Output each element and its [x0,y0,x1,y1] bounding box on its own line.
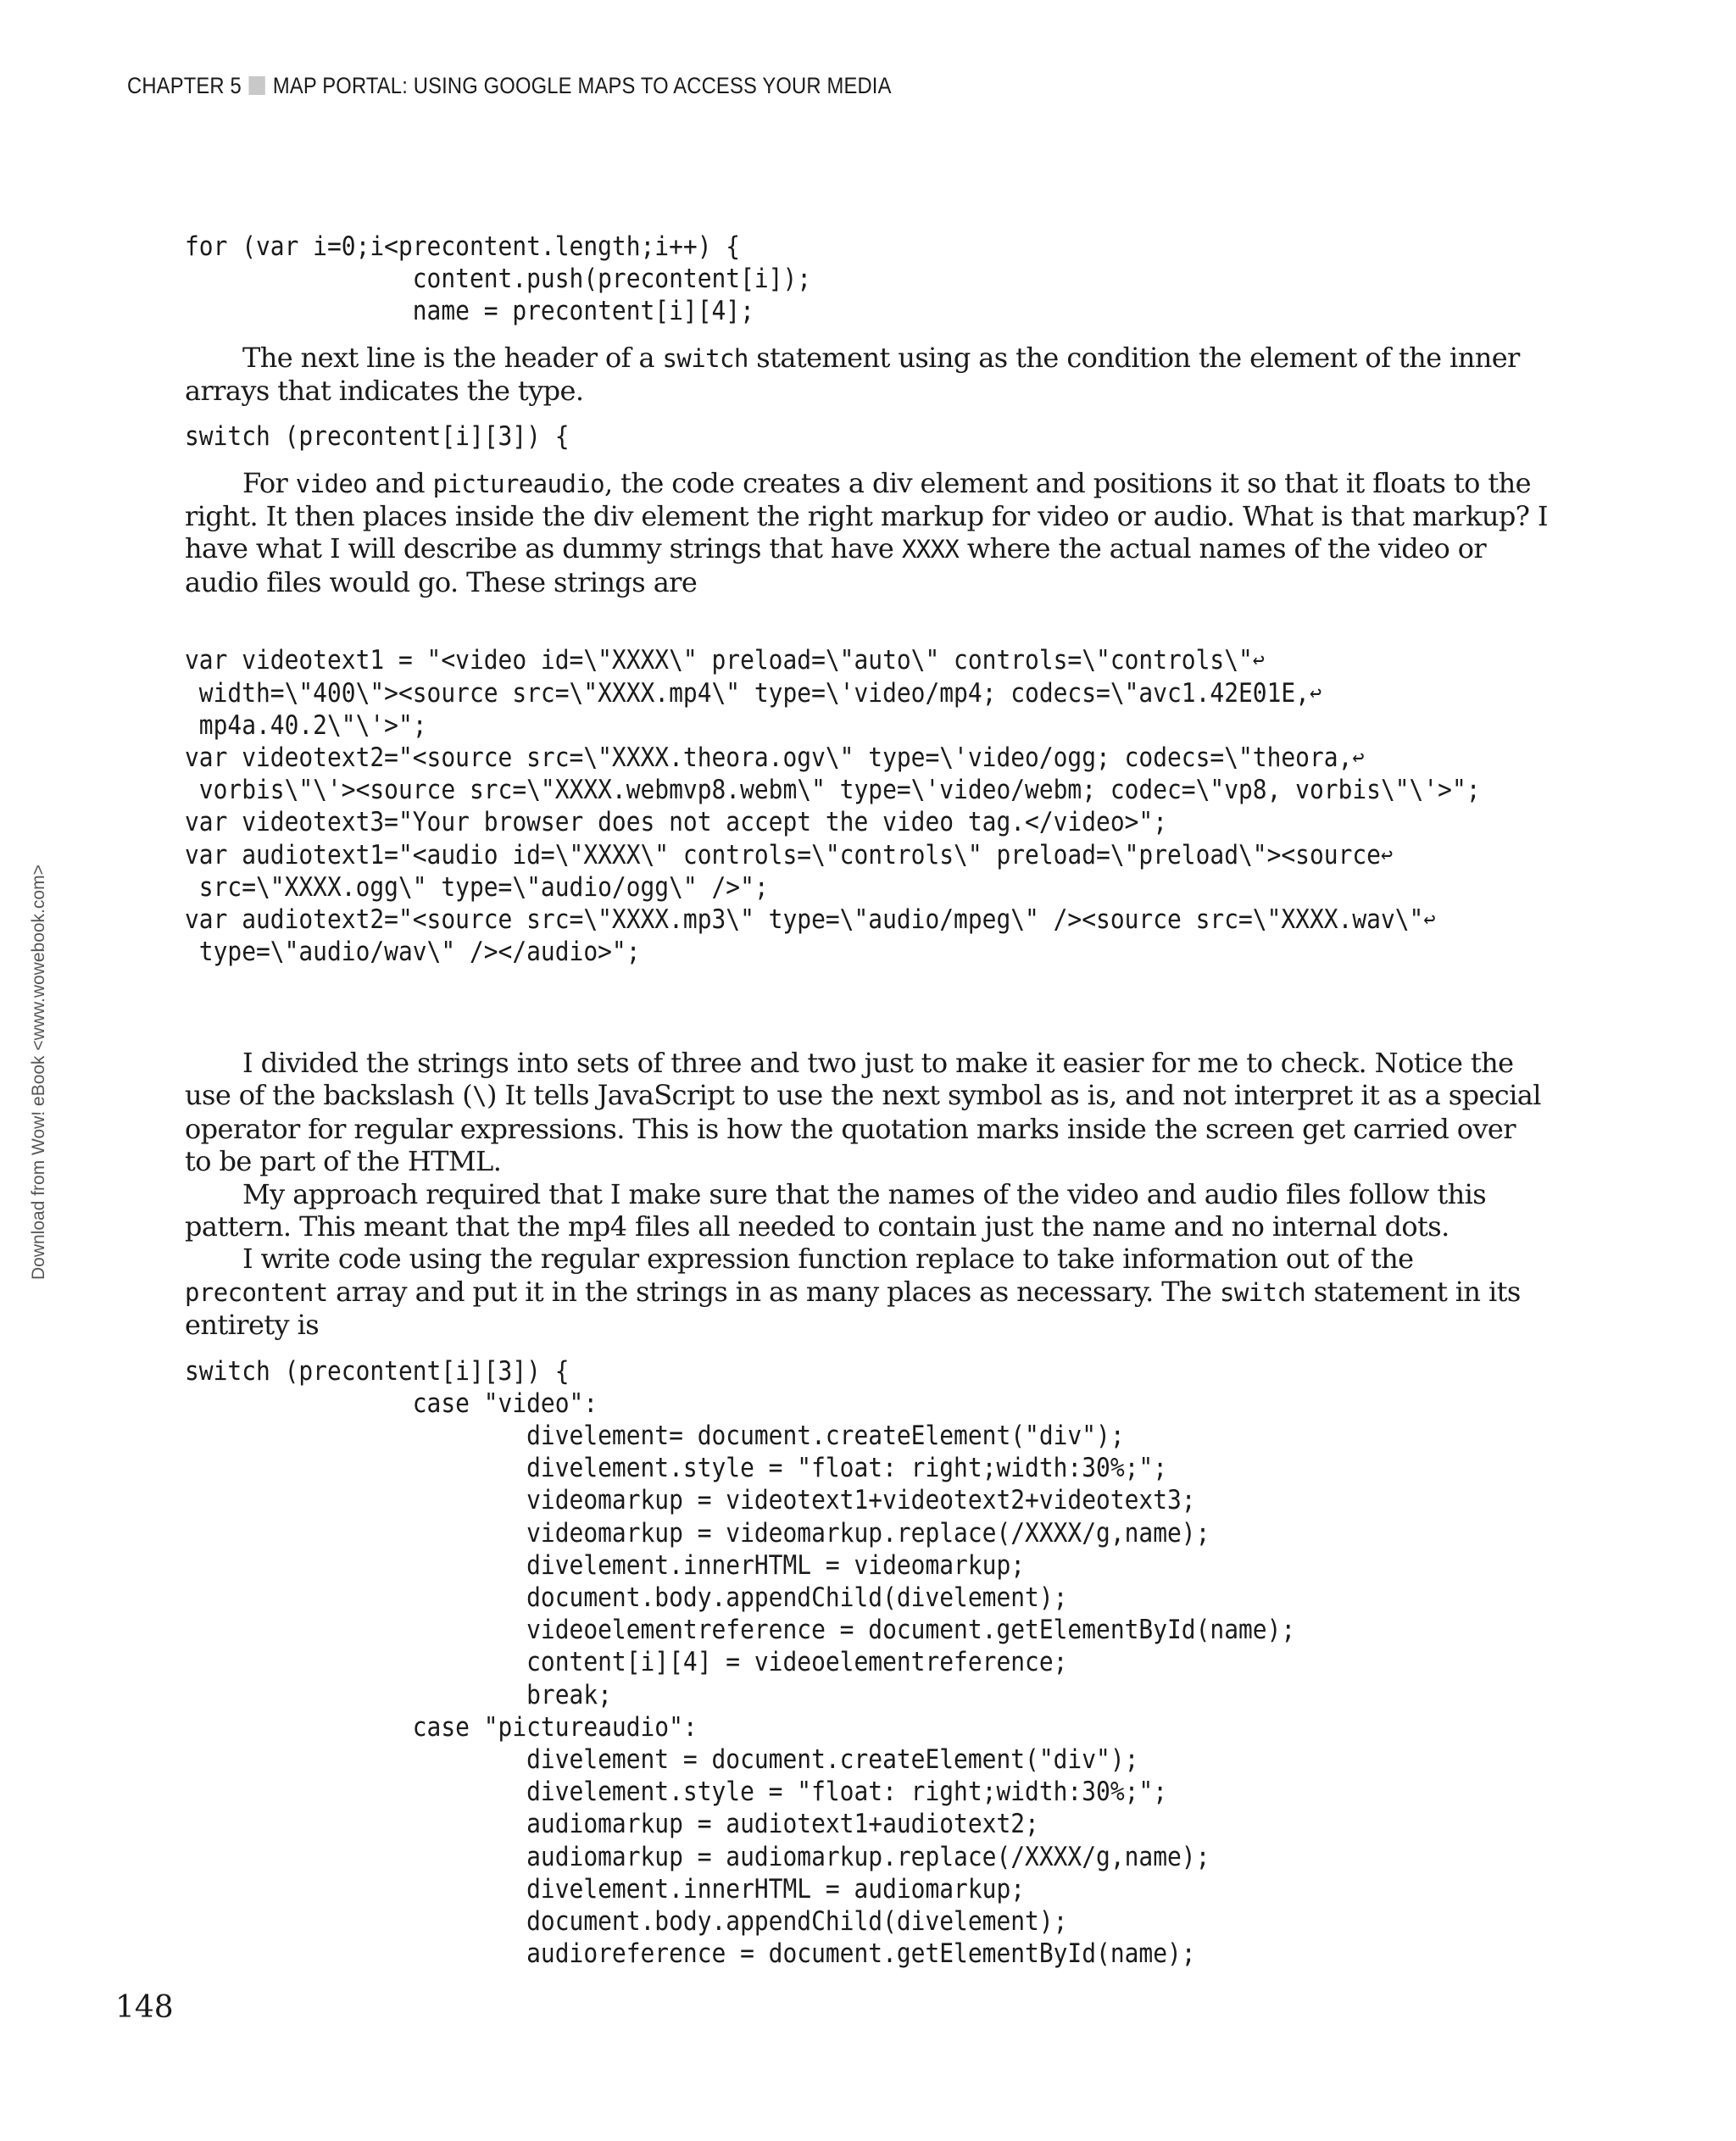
text: statement using as the condition the element of the inner arrays that indicates the type. [185,341,1520,408]
page-content [185,231,1550,1970]
paragraph-video-audio [185,467,1550,599]
code-line [185,839,1413,871]
paragraph-approach: My approach required that I make sure that the names of the video and audio files follow this pattern. This meant that the mp4 files all needed to contain just the name and no internal dots. [185,1177,1487,1243]
code-text: var videotext2="<source src=\"XXXX.theora.ogv\" type=\'video/ogg; codecs=\"theora, [185,742,1353,774]
download-watermark: Download from Wow! eBook <www.wowebook.com> [29,865,48,1280]
code-block-dummy-strings [185,612,1481,1033]
text: array and put it in the strings in as many places as necessary. The [327,1275,1220,1308]
code-block-switch-statement: switch (precontent[i][3]) { case "video": divelement= document.createElement("div"); divelement.style = "float: right;width:30%;"; videomarkup = videotext1+videotext2+videotext3; videomarkup = videomarkup.replace(/XXXX/g,name); divelement.innerHTML = videomarkup; document.body.appendChild(divelement); videoelementreference = document.getElementById(name); content[i][4] = videoelementreference; break; case "pictureaudio": divelement = document.createElement("div"); divelement.style = "float: right;width:30%;"; audiomarkup = audiotext1+audiotext2; audiomarkup = audiomarkup.replace(/XXXX/g,name); divelement.innerHTML = audiomarkup; document.body.appendChild(divelement); audioreference = document.getElementById(name); [185,1355,1296,1970]
paragraph-backslash [185,1047,1550,1178]
inline-code: pictureaudio [432,469,604,498]
line-continuation-icon: ↩ [1309,680,1322,706]
code-text: var videotext1 = "<video id=\"XXXX\" preload=\"auto\" controls=\"controls\" [185,645,1253,676]
square-separator-icon [249,76,265,95]
code-text: width=\"400\"><source src=\"XXXX.mp4\" type=\'video/mp4; codecs=\"avc1.42E01E, [185,677,1310,709]
code-line [185,904,1436,936]
line-continuation-icon: ↩ [1352,745,1365,771]
code-line: mp4a.40.2\"\'>"; [185,709,427,741]
chapter-label: CHAPTER 5 [127,73,242,98]
code-text: var audiotext1="<audio id=\"XXXX\" controls=\"controls\" preload=\"preload\"><source [185,839,1381,870]
text: statement in its entirety is [185,1275,1521,1342]
line-continuation-icon: ↩ [1423,907,1436,933]
inline-code: switch [1219,1277,1306,1307]
page-number: 148 [115,1990,174,2025]
line-continuation-icon: ↩ [1380,842,1394,868]
code-line: var videotext3="Your browser does not accept the video tag.</video>"; [185,807,1168,838]
code-line [185,644,1413,676]
inline-code: video [295,469,368,498]
text: and [367,466,433,499]
code-line [185,742,1413,774]
text: where the actual names of the video or audio files would go. These strings are [185,532,1487,598]
text: The next line is the header of a [242,341,663,374]
text: I divided the strings into sets of three and two just to make it easier for me to check. Notice the use of the backslash ( [185,1046,1514,1112]
inline-code: \ [472,1082,487,1111]
code-line: src=\"XXXX.ogg\" type=\"audio/ogg\" />"; [185,871,769,903]
inline-code: switch [662,343,748,373]
code-block-switch-line: switch (precontent[i][3]) { [185,421,570,453]
text: For [242,466,296,499]
code-line: type=\"audio/wav\" /></audio>"; [185,937,641,968]
paragraph-switch-header [185,342,1550,408]
inline-code: XXXX [901,535,960,564]
inline-code: precontent [185,1277,328,1307]
running-header [127,73,892,99]
code-block-for-loop: for (var i=0;i<precontent.length;i++) { content.push(precontent[i]); name = precontent[i][4]; [185,231,812,327]
code-text: var audiotext2="<source src=\"XXXX.mp3\" type=\"audio/mpeg\" /><source src=\"XXXX.wav\" [185,904,1424,936]
paragraph-regex-replace [185,1243,1550,1341]
chapter-title: MAP PORTAL: USING GOOGLE MAPS TO ACCESS YOUR MEDIA [272,73,892,98]
code-line: vorbis\"\'><source src=\"XXXX.webmvp8.webm\" type=\'video/webm; codec=\"vp8, vorbis\"\'>"; [185,775,1481,806]
line-continuation-icon: ↩ [1252,648,1265,674]
text: , the code creates a div element and positions it so that it floats to the right. It then places inside the div element the right markup for video or audio. What is that markup? I have what I will describe as dummy strings that have [185,466,1548,565]
code-line [185,677,1413,709]
text: I write code using the regular expression function replace to take information out of the [242,1243,1414,1276]
text: ) It tells JavaScript to use the next symbol as is, and not interpret it as a special operator for regular expressions. This is how the quotation marks inside the screen get carried over to be part of the HTML. [185,1079,1541,1178]
